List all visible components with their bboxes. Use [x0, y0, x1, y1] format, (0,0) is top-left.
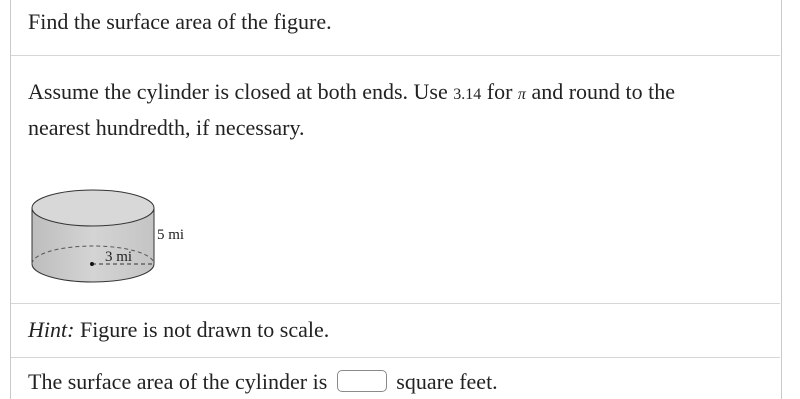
instruction-text-2: and round to the	[531, 79, 676, 104]
question-title: Find the surface area of the figure.	[28, 9, 332, 34]
instruction-text: Assume the cylinder is closed at both ends. Use	[28, 79, 448, 104]
hint-label: Hint:	[28, 317, 75, 342]
height-label: 5 mi	[157, 227, 185, 243]
answer-suffix: square feet.	[396, 369, 498, 394]
divider	[11, 357, 780, 358]
pi-symbol: π	[517, 86, 526, 103]
answer-prefix: The surface area of the cylinder is	[28, 369, 328, 394]
radius-label: 3 mi	[105, 249, 133, 265]
divider	[11, 303, 780, 304]
hint	[28, 314, 329, 346]
instruction-line-2: nearest hundredth, if necessary.	[28, 115, 305, 140]
cylinder-diagram	[28, 188, 198, 298]
cylinder-top-face	[32, 190, 154, 226]
pi-value: 3.14	[453, 86, 482, 103]
instruction-for: for	[486, 79, 513, 104]
answer-input[interactable]	[337, 370, 387, 392]
instruction-line-1	[28, 76, 675, 111]
cylinder-figure	[28, 188, 198, 303]
divider	[11, 55, 780, 56]
answer-line	[28, 366, 498, 398]
hint-text: Figure is not drawn to scale.	[79, 317, 330, 342]
center-point	[90, 262, 94, 266]
